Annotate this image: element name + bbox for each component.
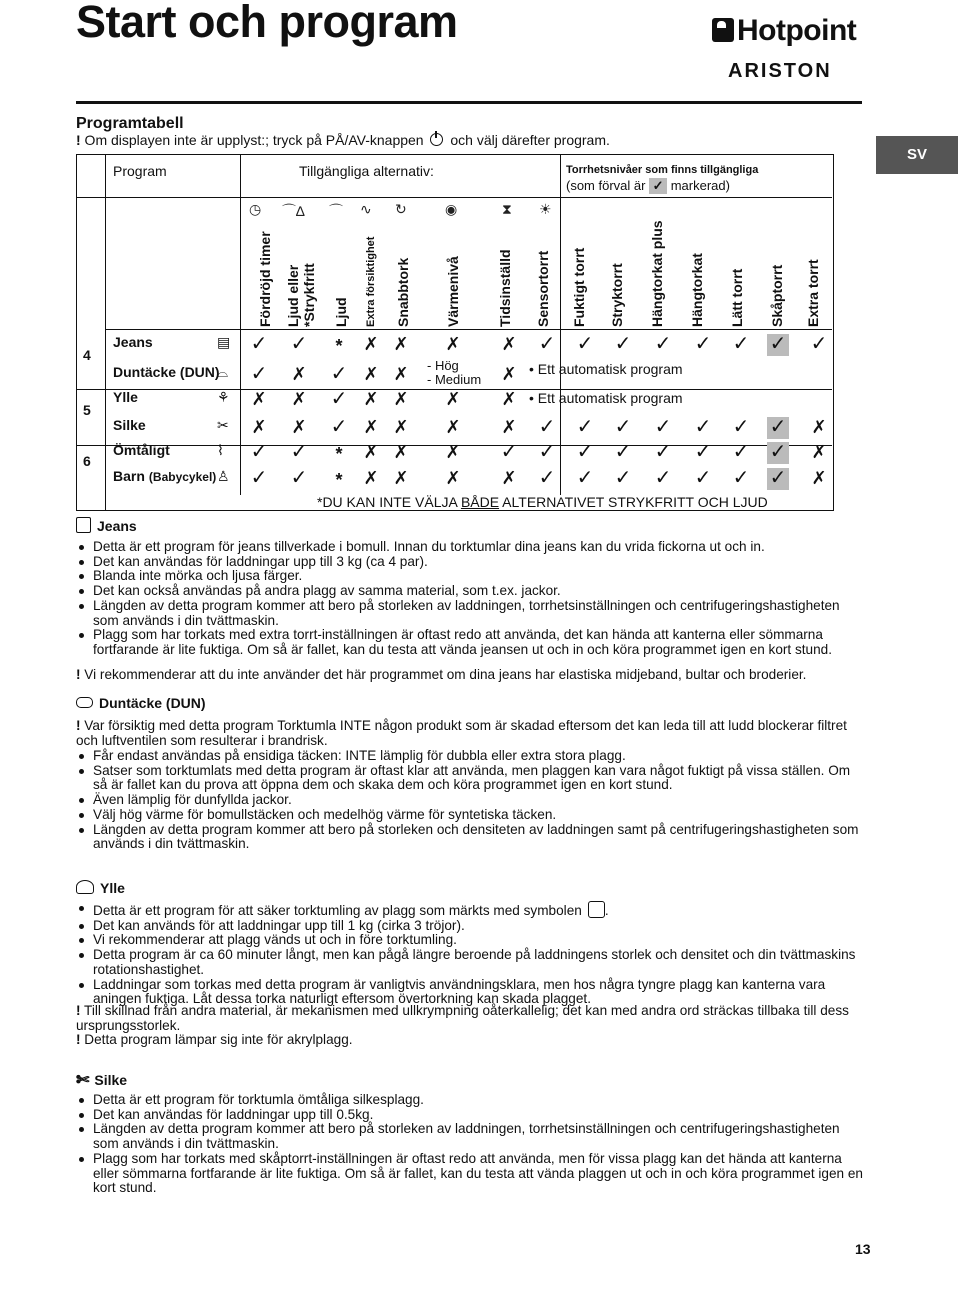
brand-name: Hotpoint xyxy=(737,14,857,47)
programtabell-title: Programtabell xyxy=(76,115,184,132)
table-cell: ✗ xyxy=(445,468,461,488)
bullet-item xyxy=(76,808,866,823)
table-cell: ✓ xyxy=(290,333,308,355)
duvet-icon xyxy=(76,697,93,708)
bullet-text: Det kan användas för laddningar upp till 3 kg (ca 4 par). xyxy=(93,553,428,569)
column-header xyxy=(497,249,513,327)
table-cell: ✓ xyxy=(500,441,518,463)
bullet-item xyxy=(76,749,866,764)
bullet-item xyxy=(76,628,866,657)
option-icon: ⧗ xyxy=(502,201,512,217)
bullet-item: Detta är ett program för att säker torktumling av plagg som märkts med symbolen . xyxy=(76,901,866,919)
auto-program-duntacke: • Ett automatisk program xyxy=(529,361,683,377)
table-cell: ✓ xyxy=(538,416,556,438)
bullet-item xyxy=(76,793,866,808)
table-cell: ✓ xyxy=(614,416,632,438)
table-cell: ✗ xyxy=(363,334,379,354)
bullet-item xyxy=(76,599,866,628)
table-cell: ✓ xyxy=(810,333,828,355)
bullet-text: Plagg som har torkats med skåptorrt-inställningen är oftast redo att använda, men för vissa plagg kan det hända att kanterna eller sömmarna fortfarande är lite fuktiga. Om så är fallet, kan du testa att vända plaggen ut och in och köra programmet igen en kort stund. xyxy=(93,1150,863,1196)
table-cell: ✗ xyxy=(811,468,827,488)
column-header-label: Tidsinställd xyxy=(497,249,513,327)
heat-high: - Hög xyxy=(427,358,459,373)
program-icon: ⚘ xyxy=(217,389,230,405)
table-cell: ✗ xyxy=(445,417,461,437)
column-header xyxy=(365,237,377,327)
program-icon: ⌇ xyxy=(217,442,224,458)
column-header-label: Snabbtork xyxy=(395,257,411,327)
column-header xyxy=(395,258,411,327)
column-header-label: Hängtorkat plus xyxy=(649,220,665,327)
power-icon xyxy=(430,133,443,146)
table-cell: ✓ xyxy=(694,333,712,355)
group-label-6: 6 xyxy=(83,453,91,469)
bullet-text: Får endast användas på ensidiga täcken: INTE lämplig för dubbla eller extra stora plagg. xyxy=(93,748,626,763)
program-icon: ♙ xyxy=(217,468,230,484)
table-cell: ✗ xyxy=(251,417,267,437)
bullet-text: Detta är ett program för jeans tillverkade i bomull. Innan du torktumlar dina jeans kan du vrida fickorna ut och in. xyxy=(93,539,765,554)
table-cell: ✗ xyxy=(393,334,409,354)
row-name: Barn xyxy=(113,468,145,484)
bullet-text: Även lämplig för dunfyllda jackor. xyxy=(93,792,292,808)
table-cell: ✓ xyxy=(250,467,268,489)
table-cell: ✓ xyxy=(614,333,632,355)
brand-logo xyxy=(712,14,872,84)
group-label-5: 5 xyxy=(83,402,91,418)
column-header-label: Sensortorrt xyxy=(535,250,551,327)
jeans-bullets xyxy=(76,540,866,658)
table-cell: ✓ xyxy=(654,333,672,355)
table-cell: ✗ xyxy=(363,468,379,488)
table-footnote xyxy=(317,494,768,510)
table-cell: ✗ xyxy=(291,389,307,409)
jeans-heading xyxy=(76,517,137,534)
ylle-warning-2-text: Detta program lämpar sig inte för akrylplagg. xyxy=(80,1032,353,1047)
table-cell: ✓ xyxy=(732,416,750,438)
table-cell: ✗ xyxy=(501,417,517,437)
heat-medium: - Medium xyxy=(427,372,482,387)
bullet-text: Detta är ett program för torktumla ömtåliga silkesplagg. xyxy=(93,1092,424,1107)
table-cell: ✓ xyxy=(694,416,712,438)
program-table xyxy=(76,154,834,511)
header-options: Tillgängliga alternativ: xyxy=(299,163,434,179)
column-header-label: Lätt torrt xyxy=(729,268,745,327)
bullet-item xyxy=(76,933,866,948)
column-header xyxy=(333,297,349,327)
duntacke-heading xyxy=(76,695,206,711)
column-header-label: Skåptorrt xyxy=(769,264,785,327)
table-cell: ✗ xyxy=(501,468,517,488)
bullet-item xyxy=(76,764,866,793)
header-default-a: (som förval är xyxy=(566,178,646,193)
silke-heading xyxy=(76,1070,127,1090)
table-cell: ✗ xyxy=(251,389,267,409)
option-icon: ∿ xyxy=(360,201,372,217)
duntacke-warning-text: Var försiktig med detta program Torktumla INTE någon produkt som är skadad eftersom det kan leda till att ludd blockerar filtret och luftventilen som resulterar i brandrisk. xyxy=(76,718,847,748)
table-cell: ✓ xyxy=(767,442,789,464)
table-cell: ✗ xyxy=(501,334,517,354)
column-header-label: Ljud xyxy=(333,297,349,327)
table-cell: * xyxy=(335,336,343,356)
row-name: Duntäcke (DUN) xyxy=(113,364,220,380)
bullet-text: Det kan också användas på andra plagg av samma material, som t.ex. jackor. xyxy=(93,583,561,599)
bullet-text: Detta är ett program för att säker torktumling av plagg som märkts med symbolen xyxy=(93,903,582,918)
bullet-item xyxy=(76,1108,866,1123)
option-icon: ◉ xyxy=(445,201,458,217)
column-header-label: Extra torrt xyxy=(805,259,821,327)
table-cell: ✗ xyxy=(363,389,379,409)
table-cell: ✗ xyxy=(363,417,379,437)
table-cell: ✓ xyxy=(250,441,268,463)
auto-program-text-2: Ett automatisk program xyxy=(537,390,683,406)
wool-care-symbol-icon xyxy=(588,901,605,918)
programtabell-note xyxy=(76,132,610,148)
row-label xyxy=(113,364,220,380)
ylle-bullets xyxy=(76,901,866,1007)
row-label xyxy=(113,442,170,458)
dryness-col-line xyxy=(560,155,561,495)
column-header xyxy=(257,231,273,327)
table-cell: ✗ xyxy=(393,417,409,437)
table-cell: ✓ xyxy=(732,333,750,355)
bullet-text: Det kan användas för laddningar upp till 0.5kg. xyxy=(93,1106,374,1122)
row-name: Ömtåligt xyxy=(113,442,170,458)
language-tab: SV xyxy=(876,136,958,174)
table-cell: ✗ xyxy=(291,417,307,437)
program-col-line xyxy=(240,155,241,495)
silke-title: Silke xyxy=(94,1072,128,1088)
table-cell: ✓ xyxy=(538,441,556,463)
bullet-item xyxy=(76,1152,866,1196)
table-cell: ✗ xyxy=(291,364,307,384)
table-cell: ✗ xyxy=(393,364,409,384)
brand-subname: ARISTON xyxy=(728,60,832,82)
table-cell: ✓ xyxy=(654,441,672,463)
table-cell: ✓ xyxy=(576,467,594,489)
table-cell: ✓ xyxy=(250,333,268,355)
duntacke-warning: ! Var försiktig med detta program Torktumla INTE någon produkt som är skadad eftersom det kan leda till att ludd blockerar filtret och luftventilen som resulterar i brandrisk. xyxy=(76,718,847,748)
column-header xyxy=(445,256,461,327)
row-name: Ylle xyxy=(113,389,138,405)
group-label-4: 4 xyxy=(83,347,91,363)
table-cell: ✓ xyxy=(767,468,789,490)
table-cell: ✓ xyxy=(330,388,348,410)
page-title: Start och program xyxy=(76,0,458,47)
hotpoint-logo-icon xyxy=(712,18,734,42)
auto-program-text: Ett automatisk program xyxy=(537,361,683,377)
table-cell: ✗ xyxy=(811,417,827,437)
jeans-icon xyxy=(76,517,91,533)
table-cell: ✓ xyxy=(330,416,348,438)
note-text-a: Om displayen inte är upplyst:; tryck på PÅ/AV-knappen xyxy=(80,132,428,148)
option-icon: ⌒∆ xyxy=(282,203,305,219)
row-label xyxy=(113,468,216,484)
table-cell: ✓ xyxy=(732,441,750,463)
table-cell: * xyxy=(335,444,343,464)
column-header xyxy=(689,253,705,327)
table-cell: ✓ xyxy=(250,363,268,385)
bullet-text: Längden av detta program kommer att bero på storleken av laddningen, torrhetsinställningen och centrifugeringshastigheten som används i din tvättmaskin. xyxy=(93,1121,840,1152)
default-check-icon: ✓ xyxy=(649,178,667,194)
column-header-label: Extra försiktighet xyxy=(365,236,377,327)
bullet-item xyxy=(76,584,866,599)
table-cell: ✓ xyxy=(290,467,308,489)
column-header-label: Fuktigt torrt xyxy=(571,247,587,327)
header-program: Program xyxy=(113,163,167,179)
wool-icon xyxy=(76,880,94,894)
footnote-c: ALTERNATIVET STRYKFRITT OCH LJUD xyxy=(499,494,768,510)
ylle-heading xyxy=(76,880,125,896)
table-cell: ✓ xyxy=(538,467,556,489)
row-label xyxy=(113,417,146,433)
column-header xyxy=(609,263,625,327)
header-rule xyxy=(76,101,862,104)
program-icon: ✂ xyxy=(217,417,229,433)
bullet-text: Detta program är ca 60 minuter långt, men kan pågå längre beroende på laddningens storlek och densitet och din tvättmaskins rotationshastighet. xyxy=(93,947,856,977)
column-header-label: Stryktorrt xyxy=(609,263,625,327)
footnote-b: BÅDE xyxy=(460,494,500,510)
row-label xyxy=(113,389,138,405)
table-cell: ✓ xyxy=(576,333,594,355)
bullet-item xyxy=(76,919,866,934)
option-icon: ◷ xyxy=(249,201,262,217)
bullet-text: Laddningar som torkas med detta program är vanligtvis användningsklara, men hos några tyngre plagg kan kanterna vara aningen fuktiga. Låt dessa torka naturligt eftersom övertorkning kan skada plagget. xyxy=(93,976,826,1007)
table-cell: ✓ xyxy=(767,417,789,439)
table-cell: ✗ xyxy=(363,364,379,384)
group-col-line xyxy=(105,155,106,511)
ylle-title: Ylle xyxy=(100,880,125,896)
table-cell: ✓ xyxy=(576,416,594,438)
header-default-b: markerad) xyxy=(670,178,730,193)
option-icon: ☀ xyxy=(539,201,552,217)
table-columns-divider xyxy=(105,329,832,330)
table-cell: ✓ xyxy=(330,363,348,385)
table-cell: ✗ xyxy=(393,389,409,409)
column-header xyxy=(535,251,551,327)
table-cell: ✓ xyxy=(614,467,632,489)
bullet-item xyxy=(76,1093,866,1108)
jeans-title: Jeans xyxy=(97,518,137,534)
warning-mark: ! xyxy=(76,132,81,148)
row-name: Jeans xyxy=(113,334,153,350)
bullet-text: Blanda inte mörka och ljusa färger. xyxy=(93,568,303,584)
row-name: Silke xyxy=(113,417,146,433)
footnote-a: *DU KAN INTE VÄLJA xyxy=(317,494,461,510)
bullet-text: Plagg som har torkats med extra torrt-inställningen är oftast redo att använda, det kan hända att kanterna eller sömmarna fortfarande är lite fuktiga. Om så är fallet, kan du testa att vända jeansen ut och in och köra programmet igen en kort stund. xyxy=(93,627,833,657)
option-icon: ↻ xyxy=(395,201,407,217)
bullet-item xyxy=(76,540,866,555)
header-default xyxy=(566,178,730,194)
table-cell: ✓ xyxy=(694,467,712,489)
table-cell: ✗ xyxy=(445,442,461,462)
bullet-item xyxy=(76,569,866,584)
table-cell: ✗ xyxy=(393,468,409,488)
column-header xyxy=(769,265,785,327)
silke-bullets xyxy=(76,1093,866,1196)
column-header xyxy=(571,248,587,327)
silk-icon: ✄ xyxy=(76,1072,90,1089)
table-cell: ✗ xyxy=(501,364,517,384)
table-cell: ✓ xyxy=(576,441,594,463)
bullet-item xyxy=(76,948,866,977)
header-dryness: Torrhetsnivåer som finns tillgängliga xyxy=(566,164,759,176)
jeans-warning-text: Vi rekommenderar att du inte använder det här programmet om dina jeans har elastiska midjeband, bultar och broderier. xyxy=(80,667,807,682)
row-label xyxy=(113,334,153,350)
column-header-label: Hängtorkat xyxy=(689,253,705,327)
table-cell: ✗ xyxy=(393,442,409,462)
table-cell: ✓ xyxy=(732,467,750,489)
ylle-warning-2: ! Detta program lämpar sig inte för akrylplagg. xyxy=(76,1032,353,1047)
table-cell: ✗ xyxy=(445,389,461,409)
table-cell: ✓ xyxy=(694,441,712,463)
row-name-suffix: (Babycykel) xyxy=(148,470,217,484)
table-cell: ✓ xyxy=(538,333,556,355)
table-cell: * xyxy=(335,470,343,490)
table-cell: ✗ xyxy=(363,442,379,462)
bullet-text: Det kan används för att laddningar upp till 1 kg (cirka 3 tröjor). xyxy=(93,917,465,933)
column-header xyxy=(805,259,821,327)
bullet-text: Satser som torktumlats med detta program är oftast klar att använda, men plaggen kan vara något fuktigt på vissa ställen. Om så är fallet kan du prova att öppna dem och skaka dem och köra programmet igen en kort stund. xyxy=(93,762,851,793)
page-number: 13 xyxy=(855,1241,871,1257)
table-cell: ✓ xyxy=(767,334,789,356)
bullet-item xyxy=(76,555,866,570)
duntacke-bullets xyxy=(76,749,866,852)
option-icon: ⌒ xyxy=(329,203,343,219)
column-header xyxy=(649,220,665,327)
table-cell: ✗ xyxy=(445,334,461,354)
bullet-text: Längden av detta program kommer att bero på storleken av laddningen, torrhetsinställningen och centrifugeringshastigheten som används i din tvättmaskin. xyxy=(93,597,840,628)
program-icon: ▤ xyxy=(217,334,231,350)
table-cell: ✓ xyxy=(290,441,308,463)
table-cell: ✓ xyxy=(654,467,672,489)
column-header-label: Ljud eller xyxy=(285,264,301,327)
auto-program-ylle: • Ett automatisk program xyxy=(529,390,683,406)
note-text-b: och välj därefter program. xyxy=(446,132,610,148)
program-icon: ⌓ xyxy=(217,364,229,380)
ylle-warning-1-text: Till skillnad från andra material, är mekanismen med ullkrympning oåterkallelig; det kan med andra ord sträckas tillbaka till dess ursprungsstorlek. xyxy=(76,1003,849,1033)
table-cell: ✓ xyxy=(614,441,632,463)
column-header xyxy=(729,269,745,327)
column-header-label: *Strykfritt xyxy=(301,263,317,327)
table-cell: ✓ xyxy=(654,416,672,438)
bullet-item xyxy=(76,823,866,852)
table-header-divider xyxy=(77,197,832,198)
bullet-text: Välj hög värme för bomullstäcken och medelhög värme för syntetiska täcken. xyxy=(93,806,557,822)
jeans-warning: ! Vi rekommenderar att du inte använder det här programmet om dina jeans har elastiska midjeband, bultar och broderier. xyxy=(76,667,807,682)
bullet-text: Längden av detta program kommer att bero på storleken och densiteten av laddningen samt på centrifugeringshastigheten som används i din tvättmaskin. xyxy=(93,821,859,852)
bullet-text: Vi rekommenderar att plagg vänds ut och in före torktumling. xyxy=(93,932,457,948)
ylle-warning-1: ! Till skillnad från andra material, är mekanismen med ullkrympning oåterkallelig; det kan med andra ord sträckas tillbaka till dess ursprungsstorlek. xyxy=(76,1003,849,1033)
duntacke-title: Duntäcke (DUN) xyxy=(99,695,206,711)
column-header-label: Fördröjd timer xyxy=(257,231,273,327)
bullet-item xyxy=(76,1122,866,1151)
table-cell: ✗ xyxy=(501,389,517,409)
table-cell: ✗ xyxy=(811,442,827,462)
column-header-label: Värmenivå xyxy=(445,256,461,327)
column-header xyxy=(285,263,317,327)
